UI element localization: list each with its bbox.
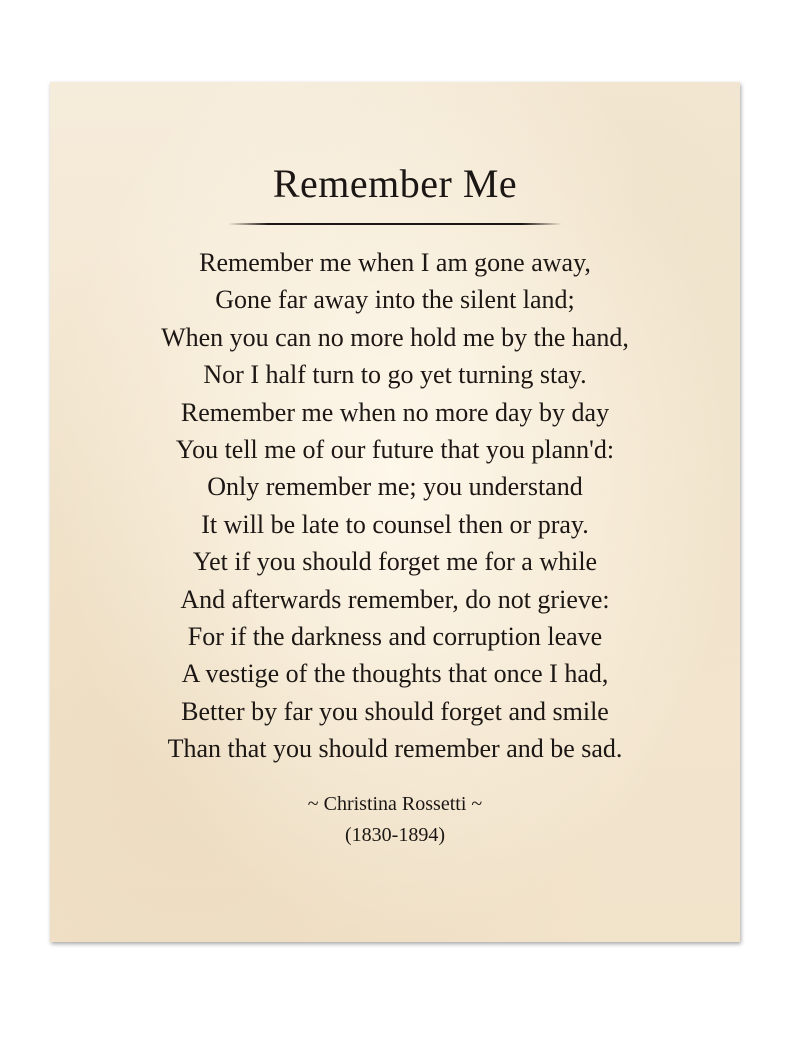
poem-line: Remember me when no more day by day (180, 397, 610, 427)
poem-line: Only remember me; you understand (207, 472, 583, 502)
poem-line: Better by far you should forget and smile (181, 696, 609, 726)
poem-title: Remember Me (272, 161, 518, 206)
author-years: (1830-1894) (345, 824, 445, 846)
poem-line: Nor I half turn to go yet turning stay. (203, 360, 587, 390)
poem-line: It will be late to counsel then or pray. (201, 509, 589, 539)
poem-line: For if the darkness and corruption leave (187, 622, 603, 652)
poem-author: ~ Christina Rossetti ~ (307, 793, 483, 815)
poem-line: And afterwards remember, do not grieve: (180, 584, 610, 614)
poem-line: Than that you should remember and be sad. (167, 734, 623, 764)
poem-line: When you can no more hold me by the hand, (161, 322, 629, 352)
poem-line: You tell me of our future that you plann'd: (175, 435, 615, 465)
poem-line: Remember me when I am gone away, (199, 248, 591, 277)
poem-line: Gone far away into the silent land; (215, 285, 575, 315)
title-divider (228, 223, 562, 225)
poem-line: Yet if you should forget me for a while (192, 547, 598, 577)
poem-line: A vestige of the thoughts that once I had, (181, 659, 609, 689)
poem-body (50, 244, 740, 768)
poem-print (50, 82, 740, 942)
